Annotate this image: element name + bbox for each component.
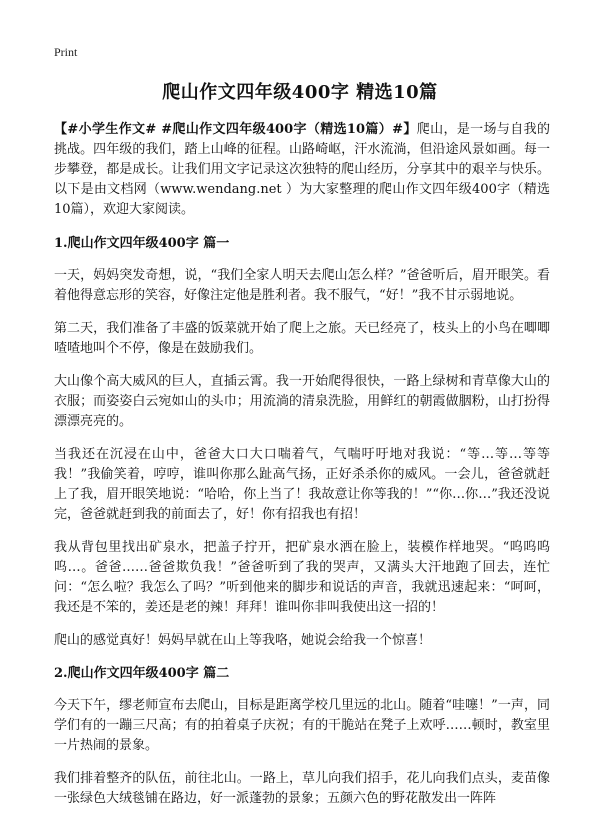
- paragraph: 大山像个高大威风的巨人，直插云霄。我一开始爬得很快，一路上绿树和青草像大山的衣服；而姿姿白云宛如山的头巾；用流淌的清泉洗脸，用鲜红的朝霞做胭粉，山打扮得漂漂亮亮的。: [54, 374, 550, 429]
- print-label[interactable]: Print: [54, 45, 78, 59]
- article-body: [54, 120, 550, 822]
- paragraph: 我从背包里找出矿泉水，把盖子拧开，把矿泉水洒在脸上，装模作样地哭。“呜呜呜呜…。爸爸……爸爸欺负我！”爸爸听到了我的哭声，又满头大汗地跑了回去，连忙问：“怎么啦？我怎么了吗？”听到他来的脚步和说话的声音，我就迅速起来：“呵呵，我还是不笨的，姜还是老的辣！拜拜！谁叫你非叫我使出这一招的！: [54, 540, 550, 615]
- intro-paragraph: [54, 120, 550, 220]
- intro-text: 爬山，是一场与自我的挑战。四年级的我们，踏上山峰的征程。山路崎岖，汗水流淌，但沿途风景如画。每一步攀登，都是成长。让我们用文字记录这次独特的爬山经历，分享其中的艰辛与快乐。以下是由文档网（www.wendang.net ）为大家整理的爬山作文四年级400字（精选10篇），欢迎大家阅读。: [54, 122, 550, 217]
- paragraph: 第二天，我们准备了丰盛的饭菜就开始了爬上之旅。天已经亮了，枝头上的小鸟在唧唧喳喳地叫个不停，像是在鼓励我们。: [54, 321, 550, 356]
- paragraph: 今天下午，缪老师宣布去爬山，目标是距离学校几里远的北山。随着“哇噻！”一声，同学们有的一蹦三尺高；有的拍着桌子庆祝；有的干脆站在凳子上欢呼……顿时，教室里一片热闹的景象。: [54, 698, 550, 753]
- section-heading-1: 1.爬山作文四年级400字 篇一: [54, 236, 230, 251]
- paragraph: 一天，妈妈突发奇想，说，“我们全家人明天去爬山怎么样？”爸爸听后，眉开眼笑。看着他得意忘形的笑容，好像注定他是胜利者。我不服气，“好！”我不甘示弱地说。: [54, 268, 550, 303]
- paragraph: 我们排着整齐的队伍，前往北山。一路上，草儿向我们招手，花儿向我们点头，麦苗像一张绿色大绒毯铺在路边，好一派蓬勃的景象；五颜六色的野花散发出一阵阵: [54, 771, 550, 806]
- paragraph: 爬山的感觉真好！妈妈早就在山上等我咯，她说会给我一个惊喜！: [54, 633, 432, 648]
- intro-tagline: 【#小学生作文# #爬山作文四年级400字（精选10篇）#】: [54, 122, 417, 137]
- paragraph: 当我还在沉浸在山中，爸爸大口大口喘着气，气喘吁吁地对我说：“等…等…等等我！”我偷笑着，哼哼，谁叫你那么趾高气扬，正好杀杀你的威风。一会儿，爸爸就赶上了我，眉开眼笑地说：“哈哈，你上当了！我故意让你等我的！”“你…你…”我还没说完，爸爸就赶到我的前面去了，好！你有招我也有招！: [54, 447, 550, 522]
- page-title: 爬山作文四年级400字 精选10篇: [162, 82, 438, 103]
- section-heading-2: 2.爬山作文四年级400字 篇二: [54, 666, 230, 681]
